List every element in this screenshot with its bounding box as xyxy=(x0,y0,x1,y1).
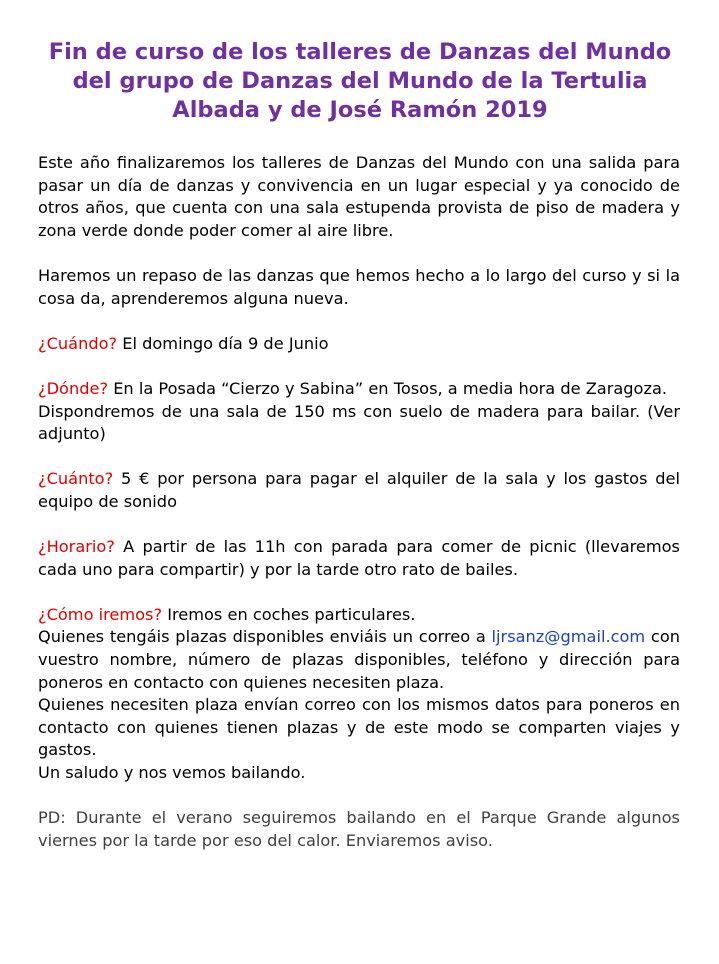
como-question: ¿Cómo iremos? xyxy=(38,604,163,624)
cuanto-paragraph xyxy=(38,468,680,513)
repaso-paragraph: Haremos un repaso de las danzas que hemos hecho a lo largo del curso y si la cosa da, aprenderemos alguna nueva. xyxy=(38,265,680,308)
donde-paragraph xyxy=(38,378,680,446)
pd-paragraph: PD: Durante el verano seguiremos bailando en el Parque Grande algunos viernes por la tarde por eso del calor. Enviaremos aviso. xyxy=(38,808,680,850)
como-offer-after: con vuestro nombre, número de plazas disponibles, teléfono y dirección para poneros en contacto con quienes necesiten plaza. xyxy=(38,627,680,692)
cuando-answer: El domingo día 9 de Junio xyxy=(117,333,329,353)
como-paragraph xyxy=(38,604,680,627)
email-link[interactable]: ljrsanz@gmail.com xyxy=(491,627,646,647)
donde-question: ¿Dónde? xyxy=(38,378,109,398)
horario-paragraph xyxy=(38,536,680,581)
como-need-paragraph: Quienes necesiten plaza envían correo con los mismos datos para poneros en contacto con quienes tienen plazas y de este modo se comparten viajes y gastos. xyxy=(38,695,680,760)
como-offer-paragraph xyxy=(38,626,680,694)
como-answer: Iremos en coches particulares. xyxy=(162,604,416,624)
document-title: Fin de curso de los talleres de Danzas del Mundo del grupo de Danzas del Mundo de la Tertulia Albada y de José Ramón 2019 xyxy=(48,39,672,123)
donde-answer: En la Posada “Cierzo y Sabina” en Tosos, a media hora de Zaragoza. xyxy=(108,378,668,398)
cuando-question: ¿Cuándo? xyxy=(38,333,118,353)
horario-answer: A partir de las 11h con parada para comer de picnic (llevaremos cada uno para compartir) y por la tarde otro rato de bailes. xyxy=(38,537,680,579)
horario-question: ¿Horario? xyxy=(38,537,115,557)
cuanto-question: ¿Cuánto? xyxy=(38,469,114,489)
donde-extra: Dispondremos de una sala de 150 ms con suelo de madera para bailar. (Ver adjunto) xyxy=(38,401,680,444)
como-offer-before: Quienes tengáis plazas disponibles enviáis un correo a xyxy=(38,627,492,647)
cuanto-answer: 5 € por persona para pagar el alquiler de la sala y los gastos del equipo de sonido xyxy=(38,469,680,511)
intro-paragraph: Este año finalizaremos los talleres de Danzas del Mundo con una salida para pasar un día de danzas y convivencia en un lugar especial y ya conocido de otros años, que cuenta con una sala estupenda provista de piso de madera y zona verde donde poder comer al aire libre. xyxy=(38,153,680,240)
document-body xyxy=(38,152,680,875)
farewell-paragraph: Un saludo y nos vemos bailando. xyxy=(38,763,306,783)
cuando-paragraph xyxy=(38,333,680,356)
